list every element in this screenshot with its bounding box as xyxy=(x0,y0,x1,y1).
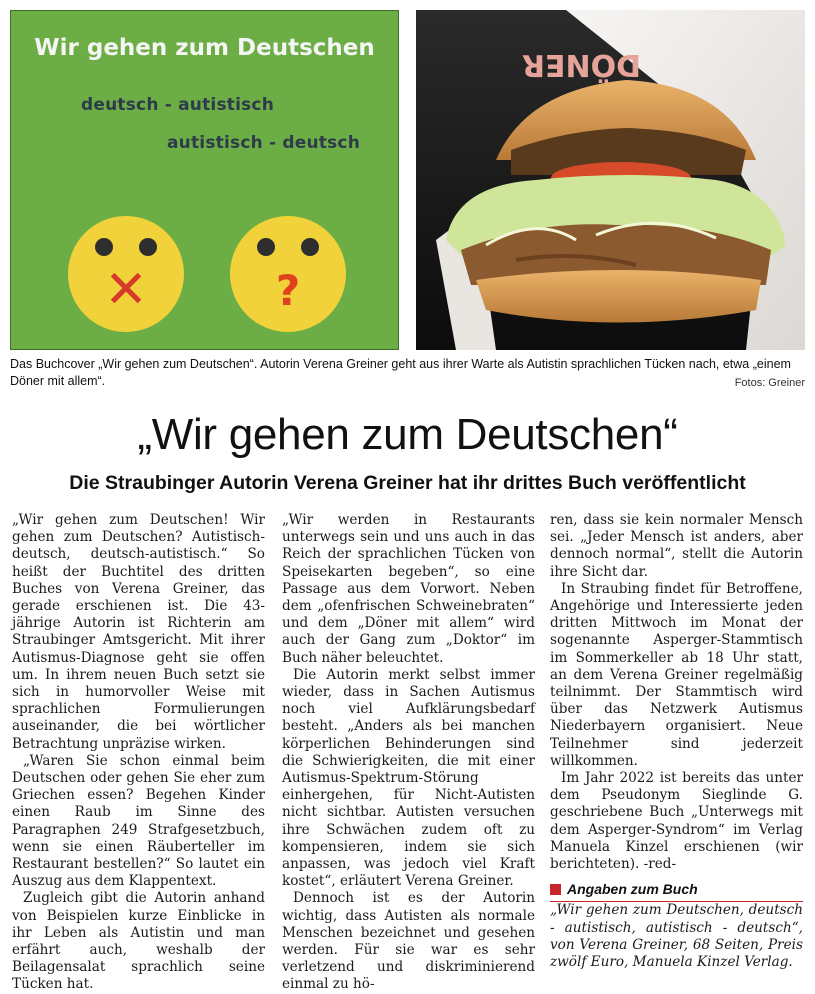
sad-face-icon xyxy=(68,216,184,332)
doener-photo xyxy=(416,10,805,350)
paragraph: Dennoch ist es der Autorin wichtig, dass Autisten als normale Menschen bezeichnet und gesehen werden. Für sie war es sehr verletzend und diskriminierend einmal zu hö- xyxy=(282,890,535,993)
infobox-text: „Wir gehen zum Deutschen, deutsch - autistisch, autistisch - deutsch“, von Verena Greiner, 68 Seiten, Preis zwölf Euro, Manuela Kinzel Verlag. xyxy=(550,902,803,971)
book-cover-image xyxy=(10,10,399,350)
paragraph: In Straubing findet für Betroffene, Angehörige und Interessierte jeden dritten Mittwoch im Monat der sogenannte Asperger-Stammtisch im Sommerkeller ab 18 Uhr statt, an dem Verena Greiner regelmäßig teilnimmt. Der Stammtisch wird über das Netzwerk Autismus Niederbayern organisiert. Neue Teilnehmer sind jederzeit willkommen. xyxy=(550,580,803,769)
cover-subtitle-1: deutsch - autistisch xyxy=(81,95,275,115)
paragraph: Im Jahr 2022 ist bereits das unter dem Pseudonym Sieglinde G. geschriebene Buch „Unterwegs mit dem Asperger-Syndrom“ im Verlag Manuela Kinzel erschienen (wir berichteten). -red- xyxy=(550,770,803,873)
photo-caption: Das Buchcover „Wir gehen zum Deutschen“. Autorin Verena Greiner geht aus ihrer Warte als Autistin sprachlichen Tücken nach, etwa „einem Döner mit allem“. xyxy=(10,357,791,388)
infobox-title xyxy=(550,881,803,902)
paragraph: Zugleich gibt die Autorin anhand von Beispielen kurze Einblicke in ihr Leben als Autistin und man erfährt auch, weshalb der Beilagensalat sprachlich seine Tücken hat. xyxy=(12,890,265,993)
cover-subtitle-2: autistisch - deutsch xyxy=(167,133,361,153)
article-column-1 xyxy=(12,512,265,994)
question-mark-icon: ? xyxy=(275,266,301,315)
paragraph: „Wir werden in Restaurants unterwegs sein und uns auch in das Reich der sprachlichen Tücken von Speisekarten begeben“, so eine Passage aus dem Vorwort. Neben dem „ofenfrischen Schweinebraten“ und dem „Döner mit allem“ wird auch der Gang zum „Doktor“ im Buch näher beleuchtet. xyxy=(282,512,535,666)
confused-face-icon xyxy=(230,216,346,332)
subheadline: Die Straubinger Autorin Verena Greiner hat ihr drittes Buch veröffentlicht xyxy=(69,472,746,494)
red-square-icon xyxy=(550,884,561,895)
cross-icon: ✕ xyxy=(104,260,148,320)
article-column-3 xyxy=(550,512,803,971)
article-column-2 xyxy=(282,512,535,994)
paragraph: „Waren Sie schon einmal beim Deutschen oder gehen Sie eher zum Griechen essen? Begehen Kinder einen Raub im Sinne des Paragraphen 249 Strafgesetzbuch, wenn sie einen Räuberteller im Restaurant bestellen?“ So lautet ein Auszug aus dem Klappentext. xyxy=(12,752,265,890)
paragraph: Die Autorin merkt selbst immer wieder, dass in Sachen Autismus noch viel Aufklärungsbedarf besteht. „Anders als bei manchen körperlichen Behinderungen sind die Schwierigkeiten, die mit einer Autismus-Spektrum-Störung einhergehen, für Nicht-Autisten nicht sichtbar. Autisten versuchen ihre Schwächen zudem oft zu kompensieren, indem sie sich anpassen, was jedoch viel Kraft kostet“, erläutert Verena Greiner. xyxy=(282,666,535,890)
paragraph: ren, dass sie kein normaler Mensch sei. „Jeder Mensch ist anders, aber dennoch normal“, stellt die Autorin ihre Sicht dar. xyxy=(550,512,803,580)
wrapper-text: DÖNER xyxy=(521,47,641,82)
paragraph: „Wir gehen zum Deutschen! Wir gehen zum Deutschen? Autistisch-deutsch, deutsch-autistisch.“ So heißt der Buchtitel des dritten Buches von Verena Greiner, das gerade erschienen ist. Die 43-jährige Autorin ist Richterin am Straubinger Amtsgericht. Mit ihrer Autismus-Diagnose geht sie offen um. In ihrem neuen Buch setzt sie sich in humorvoller Weise mit sprachlichen Formulierungen auseinander, die bei wörtlicher Betrachtung unpräzise wirken. xyxy=(12,512,265,752)
infobox-title-text: Angaben zum Buch xyxy=(567,881,698,898)
photo-credit: Fotos: Greiner xyxy=(734,377,805,389)
headline: „Wir gehen zum Deutschen“ xyxy=(137,410,678,459)
cover-title: Wir gehen zum Deutschen xyxy=(34,35,375,61)
